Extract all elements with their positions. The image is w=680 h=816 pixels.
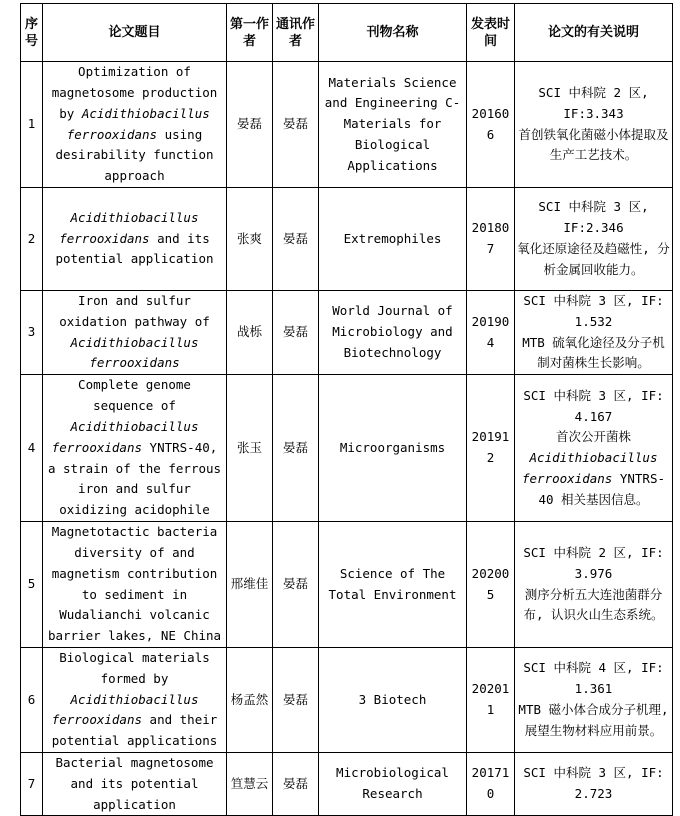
paper-title-part: Optimization of magnetosome production by — [51, 64, 218, 121]
row-index: 3 — [21, 291, 43, 375]
corresponding-author: 晏磊 — [273, 62, 319, 188]
paper-title — [43, 291, 227, 375]
journal-name: Microorganisms — [319, 375, 467, 522]
journal-name: World Journal of Microbiology and Biotechnology — [319, 291, 467, 375]
paper-list-table — [20, 3, 673, 816]
header-corresponding-author: 通讯作者 — [273, 4, 319, 62]
journal-name: Science of The Total Environment — [319, 522, 467, 648]
journal-name: Extremophiles — [319, 188, 467, 291]
paper-title — [43, 188, 227, 291]
table-row — [21, 375, 673, 522]
paper-note — [515, 62, 673, 188]
publish-date: 201912 — [467, 375, 515, 522]
paper-title-part: using desirability function approach — [55, 126, 214, 184]
table-row — [21, 752, 673, 815]
species-name: Acidithiobacillus ferrooxidans — [522, 450, 658, 486]
note-description: YNTRS-40 相关基因信息。 — [538, 470, 665, 507]
journal-name: 3 Biotech — [319, 647, 467, 752]
journal-name: Materials Science and Engineering C-Materials for Biological Applications — [319, 62, 467, 188]
table-row — [21, 291, 673, 375]
species-name: Acidithiobacillus ferrooxidans — [59, 209, 199, 246]
paper-title — [43, 647, 227, 752]
corresponding-author: 晏磊 — [273, 375, 319, 522]
publish-date: 202011 — [467, 647, 515, 752]
table-row — [21, 522, 673, 648]
publish-date: 201807 — [467, 188, 515, 291]
row-index: 7 — [21, 752, 43, 815]
first-author: 邢维佳 — [227, 522, 273, 648]
row-index: 5 — [21, 522, 43, 648]
paper-note — [515, 647, 673, 752]
paper-title-part: Biological materials formed by — [59, 649, 210, 686]
paper-note — [515, 291, 673, 375]
row-index: 1 — [21, 62, 43, 188]
paper-note — [515, 522, 673, 648]
publish-date: 201710 — [467, 752, 515, 815]
species-name: Acidithiobacillus ferrooxidans — [70, 334, 199, 371]
header-index: 序号 — [21, 4, 43, 62]
row-index: 6 — [21, 647, 43, 752]
note-journal-rank: SCI 中科院 2 区, IF:3.343 — [538, 84, 649, 121]
note-journal-rank: SCI 中科院 3 区, IF:2.346 — [538, 199, 649, 236]
publish-date: 201606 — [467, 62, 515, 188]
note-journal-rank: SCI 中科院 4 区, IF: 1.361 — [523, 660, 664, 697]
table-row — [21, 188, 673, 291]
paper-title-part: YNTRS-40, a strain of the ferrous iron and sulfur oxidizing acidophile — [47, 439, 222, 518]
header-row — [21, 4, 673, 62]
first-author: 晏磊 — [227, 62, 273, 188]
corresponding-author: 晏磊 — [273, 647, 319, 752]
note-description: 测序分析五大连池菌群分布, 认识火山生态系统。 — [523, 586, 664, 623]
paper-note — [515, 375, 673, 522]
table-row — [21, 62, 673, 188]
corresponding-author: 晏磊 — [273, 291, 319, 375]
paper-title-part: Iron and sulfur oxidation pathway of — [59, 293, 210, 329]
paper-title — [43, 62, 227, 188]
paper-title: Magnetotactic bacteria diversity of and magnetism contribution to sediment in Wudalianchi volcanic barrier lakes, NE China — [43, 522, 227, 648]
first-author: 张爽 — [227, 188, 273, 291]
corresponding-author: 晏磊 — [273, 188, 319, 291]
paper-note — [515, 752, 673, 815]
header-title: 论文题目 — [43, 4, 227, 62]
species-name: Acidithiobacillus ferrooxidans — [51, 418, 199, 455]
publish-date: 202005 — [467, 522, 515, 648]
table-row — [21, 647, 673, 752]
note-journal-rank: SCI 中科院 2 区, IF: 3.976 — [523, 544, 664, 581]
first-author: 笪慧云 — [227, 752, 273, 815]
first-author: 张玉 — [227, 375, 273, 522]
header-note: 论文的有关说明 — [515, 4, 673, 62]
note-description: 首创铁氧化菌磁小体提取及生产工艺技术。 — [518, 126, 669, 163]
note-journal-rank: SCI 中科院 3 区, IF: 1.532 — [523, 293, 664, 329]
row-index: 4 — [21, 375, 43, 522]
paper-title — [43, 375, 227, 522]
header-date: 发表时间 — [467, 4, 515, 62]
note-journal-rank: SCI 中科院 3 区, IF: 4.167 — [523, 387, 664, 424]
header-first-author: 第一作者 — [227, 4, 273, 62]
species-name: Acidithiobacillus ferrooxidans — [51, 691, 199, 728]
note-description: MTB 硫氧化途径及分子机制对菌株生长影响。 — [522, 334, 665, 371]
first-author: 战栎 — [227, 291, 273, 375]
journal-name: Microbiological Research — [319, 752, 467, 815]
note-description: 首次公开菌株 — [555, 429, 631, 445]
note-description: MTB 磁小体合成分子机理, 展望生物材料应用前景。 — [518, 701, 669, 738]
header-journal: 刊物名称 — [319, 4, 467, 62]
note-description: 氧化还原途径及趋磁性, 分析金属回收能力。 — [517, 241, 670, 277]
corresponding-author: 晏磊 — [273, 522, 319, 648]
publish-date: 201904 — [467, 291, 515, 375]
note-journal-rank: SCI 中科院 3 区, IF: 2.723 — [523, 765, 664, 802]
paper-title-part: and their potential applications — [51, 712, 218, 749]
paper-title-part: Complete genome sequence of — [78, 377, 191, 414]
species-name: Acidithiobacillus ferrooxidans — [66, 105, 210, 142]
paper-title: Bacterial magnetosome and its potential application — [43, 752, 227, 815]
paper-note — [515, 188, 673, 291]
row-index: 2 — [21, 188, 43, 291]
corresponding-author: 晏磊 — [273, 752, 319, 815]
first-author: 杨孟然 — [227, 647, 273, 752]
paper-title-part: and its potential application — [55, 230, 214, 267]
